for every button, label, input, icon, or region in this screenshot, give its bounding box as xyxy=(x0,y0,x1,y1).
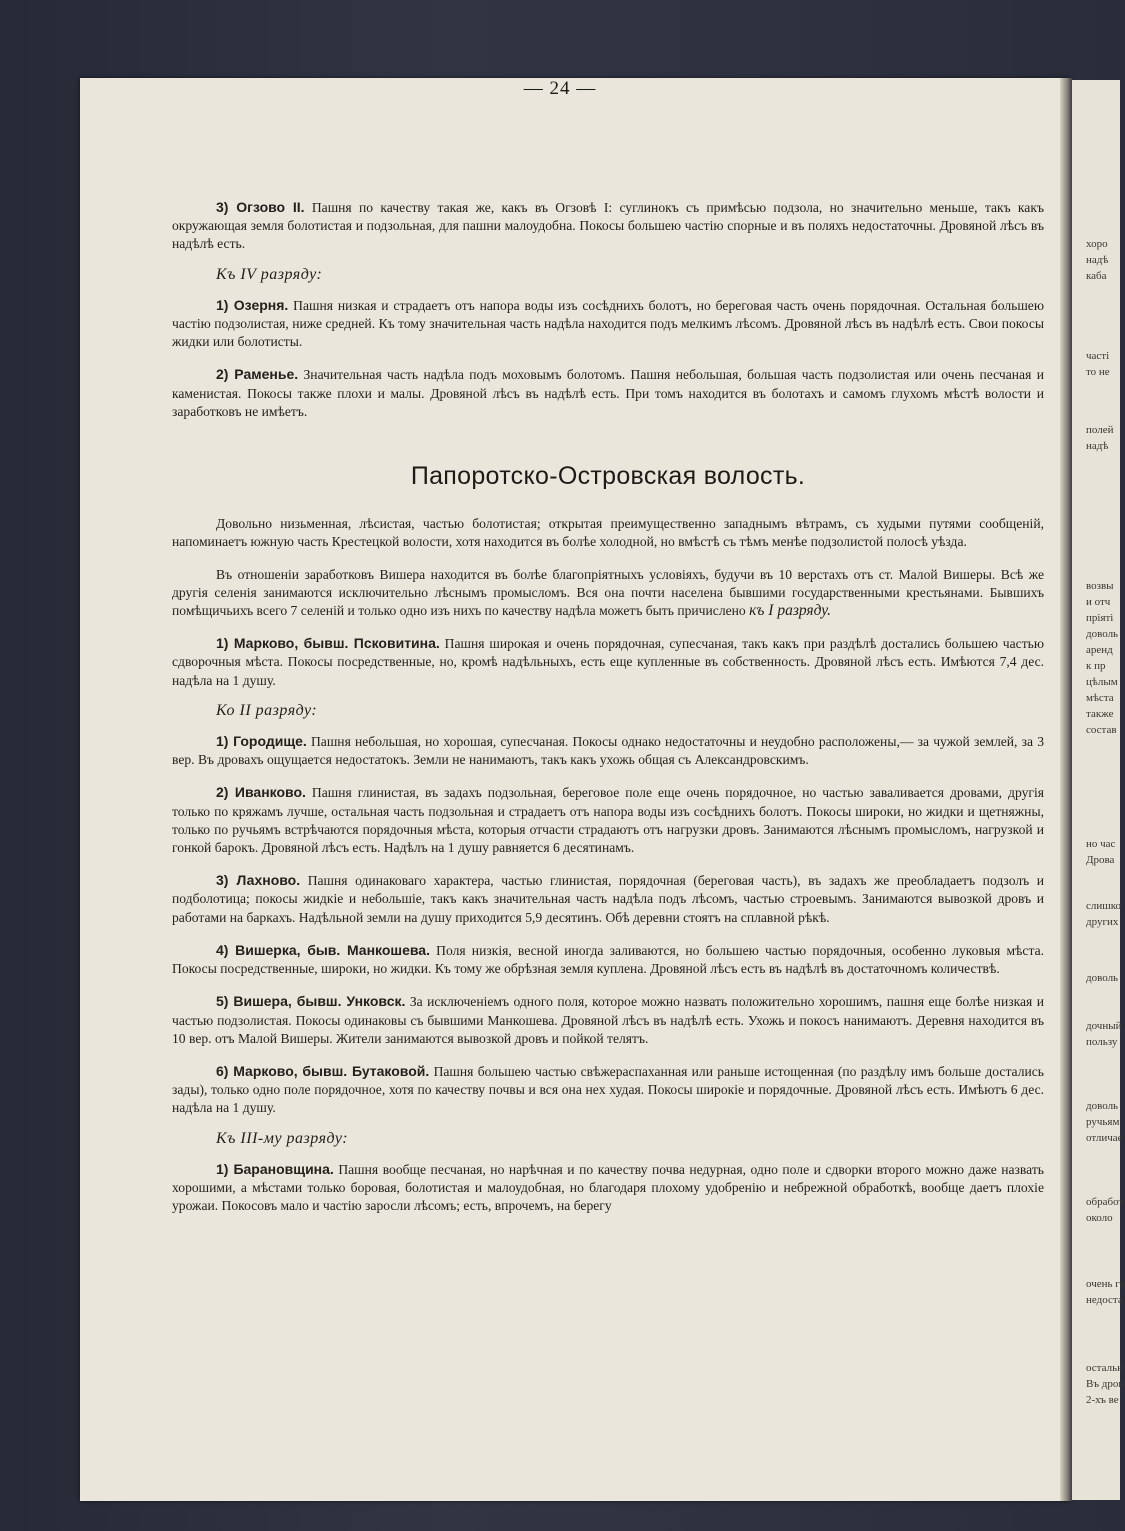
entry-text: Поля низкія, весной иногда заливаются, но большею частью порядочныя, особенно луковыя мѣста. Покосы посредственные, широки, но жидки. Къ тому же обрѣзная земля куплена. Дровяной лѣсъ есть въ надѣлѣ въ достаточномъ количествѣ. xyxy=(172,942,1044,977)
adjacent-page-fragment: ручьям xyxy=(1086,1116,1120,1128)
book-spine xyxy=(1060,78,1072,1501)
entry-text: Пашня широкая и очень порядочная, супесчаная, такъ какъ при раздѣлѣ достались большею частью сдворочныя мѣста. Покосы посредственные, но, кромѣ надѣльныхъ, есть еще купленные въ собственность. Дровяной лѣсъ есть. Имѣются 7,4 дес. надѣла на 1 душу. xyxy=(172,636,1045,688)
village-entry xyxy=(172,365,1044,421)
entry-text: За исключеніемъ одного поля, которое можно назвать положительно хорошимъ, пашня еще болѣе низкая и частью подзолистая. Покосы одинаковы съ бывшими Манкошева. Дровяной лѣсъ въ надѣлѣ есть. Ухожь и покосъ нанимаютъ. Деревня находится въ 10 вер. отъ Малой Вишеры. Жители занимаются вывозкой дровъ и пойкой телятъ. xyxy=(172,994,1044,1046)
adjacent-page-fragment: то не xyxy=(1086,366,1110,378)
village-entry xyxy=(172,992,1044,1048)
village-name: 3) Огзово II. xyxy=(216,199,305,215)
adjacent-page-fragment: доволь xyxy=(1086,1100,1119,1112)
village-entry xyxy=(172,941,1044,978)
adjacent-page-fragment: недоста xyxy=(1086,1294,1123,1306)
village-entry xyxy=(172,634,1044,690)
adjacent-page-edge xyxy=(1072,80,1125,1500)
village-entry xyxy=(172,1160,1044,1216)
village-name: 2) Иванково. xyxy=(216,784,306,801)
entry-text: Пашня низкая и страдаетъ отъ напора воды изъ сосѣднихъ болотъ, но береговая часть очень порядочная. Остальная большею частію подзолистая, ниже средней. Къ тому значительная часть надѣла находится подъ мелкимъ лѣсомъ. Дровяной лѣсъ въ надѣлѣ есть. Свои покосы жидки или болотисты. xyxy=(172,297,1044,350)
village-name: 4) Вишерка, быв. Манкошева. xyxy=(216,941,430,958)
rank-heading: Ко II разряду: xyxy=(216,701,318,719)
adjacent-page-fragment: но час xyxy=(1086,838,1116,850)
entry-text: Пашня одинаковаго характера, частью глинистая, порядочная (береговая часть), въ задахъ же преобладаетъ подзолъ и подболотица; покосы жидкіе и небольшіе, такъ какъ значительная часть надѣла подъ лѣсомъ, частью строевымъ. Занимаются вывозкой дровъ и работами на баркахъ. Надѣльной земли на душу приходится 5,9 десятинъ. Обѣ деревни стоятъ на сплавной рѣкѣ. xyxy=(172,873,1044,925)
body-paragraph xyxy=(172,515,1044,551)
body-paragraph xyxy=(172,566,1044,621)
adjacent-page-fragment: хоро xyxy=(1086,238,1108,250)
adjacent-page-fragment: очень ге xyxy=(1086,1278,1125,1290)
rank-heading: Къ III-му разряду: xyxy=(216,1129,349,1147)
village-name: 3) Лахново. xyxy=(216,872,301,889)
adjacent-page-fragment: других xyxy=(1086,916,1119,928)
entry-text: Довольно низьменная, лѣсистая, частью болотистая; открытая преимущественно западнымъ вѣтрамъ, съ худыми путями сообщеній, напоминаетъ южную часть Крестецкой волости, хотя находится въ болѣе холодной, но вмѣстѣ съ тѣмъ менѣе подзолистой полосѣ уѣзда. xyxy=(172,516,1044,550)
adjacent-page-fragment: надѣ xyxy=(1086,440,1109,452)
village-entry xyxy=(172,732,1044,769)
adjacent-page-fragment: дочный xyxy=(1086,1020,1122,1032)
adjacent-page-fragment: слишко xyxy=(1086,900,1122,912)
adjacent-page-fragment: часті xyxy=(1086,350,1110,362)
entry-text: Пашня вообще песчаная, но нарѣчная и по качеству почва недурная, одно поле и сдворки второго можно даже назвать хорошими, а мѣстами только боровая, болотистая и малоудобная, но благодаря плохому удобренію и небрежной обработкѣ, вообще даетъ плохіе урожаи. Покосовъ мало и частію заросли лѣсомъ; есть, впрочемъ, на берегу xyxy=(172,1161,1044,1214)
emphasis-text: къ I разряду. xyxy=(749,602,832,620)
adjacent-page-fragment: возвы xyxy=(1086,580,1114,592)
village-entry xyxy=(172,871,1044,927)
adjacent-page-fragment: полей xyxy=(1086,424,1114,436)
adjacent-page-fragment: 2-хъ ве xyxy=(1086,1394,1119,1406)
adjacent-page-fragment: обработ xyxy=(1086,1196,1124,1208)
entry-text: Пашня по качеству такая же, какъ въ Огзовѣ I: суглинокъ съ примѣсью подзола, но значительно меньше, такъ какъ окружающая земля болотистая и подзольная, для пашни малоудобна. Покосы большею частію спорные и въ поляхъ недостаточны. Дровяной лѣсъ въ надѣлѣ есть. xyxy=(172,200,1044,252)
adjacent-page-fragment: надѣ xyxy=(1086,254,1109,266)
village-name: 1) Марково, бывш. Псковитина. xyxy=(216,635,440,652)
village-name: 1) Озерня. xyxy=(216,296,289,313)
village-entry xyxy=(172,296,1044,352)
adjacent-page-fragment: Дрова xyxy=(1086,854,1115,866)
village-name: 1) Городище. xyxy=(216,733,307,750)
adjacent-page-fragment: пріяті xyxy=(1086,612,1114,624)
entry-text: Пашня небольшая, но хорошая, супесчаная. Покосы однако недостаточны и неудобно расположены,— за чужой землей, за 3 вер. Въ дровахъ ощущается недостатокъ. Земли не нанимаютъ, такъ какъ ухожь общая съ Александровскимъ. xyxy=(172,734,1044,768)
village-entry xyxy=(172,1062,1044,1118)
adjacent-page-fragment: мѣста xyxy=(1086,692,1114,704)
village-entry xyxy=(172,783,1044,857)
adjacent-page-fragment: пользу xyxy=(1086,1036,1118,1048)
adjacent-page-fragment: к пр xyxy=(1086,660,1106,672)
page-body xyxy=(172,198,1044,1215)
section-heading: Папоротско-Островская волость. xyxy=(410,462,806,491)
adjacent-page-fragment: и отч xyxy=(1086,596,1111,608)
adjacent-page-fragment: также xyxy=(1086,708,1114,720)
village-name: 5) Вишера, бывш. Унковск. xyxy=(216,993,406,1010)
entry-text: Пашня глинистая, въ задахъ подзольная, береговое поле еще очень порядочное, но частью заваливается дровами, другія только по кряжамъ лучше, остальная часть подзольная и страдаетъ отъ напора воды изъ сосѣднихъ болотъ. Покосы широки, но жидки и щетняжны, только по ручьямъ встрѣчаются порядочныя мѣста, которыя отчасти страдаютъ отъ нагрузки дровъ. Занимаются лѣснымъ промысломъ, нагрузкой и гонкой барокъ. Дровяной лѣсъ есть. Надѣлъ на 1 душу равняется 6 десятинамъ. xyxy=(172,785,1044,856)
adjacent-page-fragment: Въ дров xyxy=(1086,1378,1124,1390)
village-entry xyxy=(172,198,1044,254)
adjacent-page-fragment: аренд xyxy=(1086,644,1113,656)
entry-text: Значительная часть надѣла подъ моховымъ болотомъ. Пашня небольшая, большая часть подзолистая или очень песчаная и каменистая. Покосы также плохи и малы. Дровяной лѣсъ въ надѣлѣ есть. При томъ находится въ болотахъ и самомъ глухомъ мѣстѣ волости и заработковъ не имѣетъ. xyxy=(172,367,1044,419)
entry-text: Въ отношеніи заработковъ Вишера находится въ болѣе благопріятныхъ условіяхъ, будучи въ 10 верстахъ отъ ст. Малой Вишеры. Всѣ же другія селенія занимаются исключительно лѣснымъ промысломъ. Вся она почти населена бывшими государственными крестьянами. Бывшихъ помѣщичьихъ всего 7 селеній и только одно изъ нихъ по качеству надѣла можетъ быть причислено xyxy=(172,566,1044,619)
page-number: — 24 — xyxy=(523,78,597,99)
adjacent-page-fragment: каба xyxy=(1086,270,1107,282)
adjacent-page-fragment: остальн xyxy=(1086,1362,1123,1374)
rank-heading: Къ IV разряду: xyxy=(216,265,323,283)
adjacent-page-fragment: отличае xyxy=(1086,1132,1123,1144)
adjacent-page-fragment: состав xyxy=(1086,724,1117,736)
village-name: 6) Марково, бывш. Бутаковой. xyxy=(216,1062,430,1079)
adjacent-page-fragment: доволь xyxy=(1086,628,1119,640)
adjacent-page-fragment: около xyxy=(1086,1212,1113,1224)
village-name: 1) Барановщина. xyxy=(216,1160,334,1177)
entry-text: Пашня большею частью свѣжераспаханная или раньше истощенная (по раздѣлу имъ больше достались зады), только одно поле порядочное, хотя по качеству почвы и вся она неx худая. Покосы широкіе и порядочные. Дровяной лѣсъ есть. Имѣютъ 6 дес. надѣла на 1 душу. xyxy=(172,1063,1044,1116)
adjacent-page-fragment: цѣлым xyxy=(1086,676,1118,688)
adjacent-page-fragment: доволь xyxy=(1086,972,1119,984)
village-name: 2) Раменье. xyxy=(216,366,299,383)
